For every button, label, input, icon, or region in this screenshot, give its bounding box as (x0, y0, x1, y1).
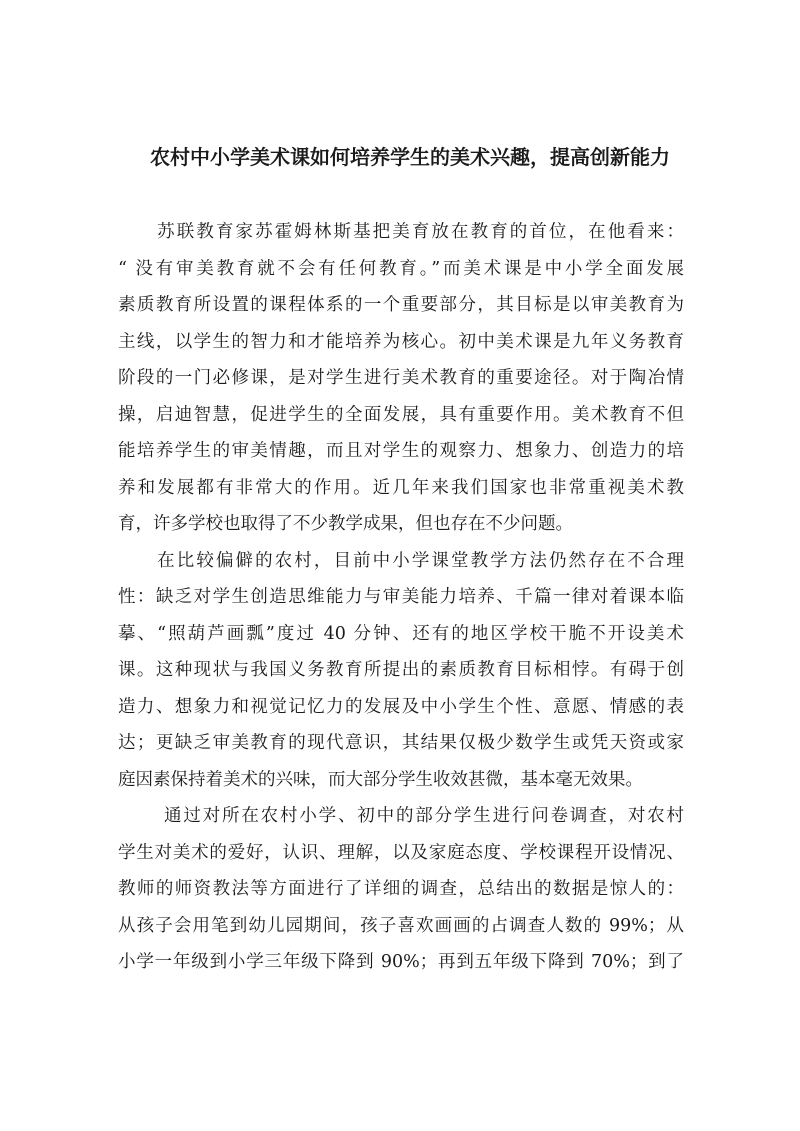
text-line: 庭因素保持着美术的兴味，而大部分学生收效甚微，基本毫无效果。 (118, 769, 643, 790)
paragraph-1 (118, 214, 684, 543)
text-line: 主线，以学生的智力和才能培养为核心。初中美术课是九年义务教育 (118, 331, 684, 352)
paragraph-3 (118, 798, 684, 981)
text-line: 操，启迪智慧，促进学生的全面发展，具有重要作用。美术教育不但 (118, 404, 684, 425)
document-body (118, 214, 684, 981)
text-line: 课。这种现状与我国义务教育所提出的素质教育目标相悖。有碍于创 (118, 660, 684, 680)
text-line: 达；更缺乏审美教育的现代意识，其结果仅极少数学生或凭天资或家 (118, 733, 684, 753)
text-line: 小学一年级到小学三年级下降到 90%；再到五年级下降到 70%；到了 (118, 952, 684, 972)
text-line: 养和发展都有非常大的作用。近几年来我们国家也非常重视美术教 (118, 477, 684, 498)
text-line: 通过对所在农村小学、初中的部分学生进行问卷调查，对农村 (118, 806, 684, 826)
text-line: 育，许多学校也取得了不少教学成果，但也存在不少问题。 (118, 514, 573, 534)
text-line: 能培养学生的审美情趣，而且对学生的观察力、想象力、创造力的培 (118, 441, 684, 461)
text-line: 摹、“照葫芦画瓢”度过 40 分钟、还有的地区学校干脆不开设美术 (118, 623, 684, 644)
text-line: “ 没有审美教育就不会有任何教育。”而美术课是中小学全面发展 (118, 258, 684, 279)
paragraph-2 (118, 543, 684, 799)
document-title: 农村中小学美术课如何培养学生的美术兴趣，提高创新能力 (150, 145, 670, 169)
text-line: 性：缺乏对学生创造思维能力与审美能力培养、千篇一律对着课本临 (118, 587, 684, 607)
text-line: 从孩子会用笔到幼儿园期间，孩子喜欢画画的占调查人数的 99%；从 (118, 915, 684, 936)
text-line: 学生对美术的爱好，认识、理解，以及家庭态度、学校课程开设情况、 (118, 842, 684, 863)
text-line: 造力、想象力和视觉记忆力的发展及中小学生个性、意愿、情感的表 (118, 696, 684, 717)
text-line: 教师的师资教法等方面进行了详细的调查，总结出的数据是惊人的： (118, 879, 684, 899)
text-line: 素质教育所设置的课程体系的一个重要部分，其目标是以审美教育为 (118, 295, 684, 315)
text-line: 苏联教育家苏霍姆林斯基把美育放在教育的首位，在他看来： (118, 222, 684, 242)
text-line: 阶段的一门必修课，是对学生进行美术教育的重要途径。对于陶冶情 (118, 368, 684, 388)
text-line: 在比较偏僻的农村，目前中小学课堂教学方法仍然存在不合理 (118, 550, 684, 571)
